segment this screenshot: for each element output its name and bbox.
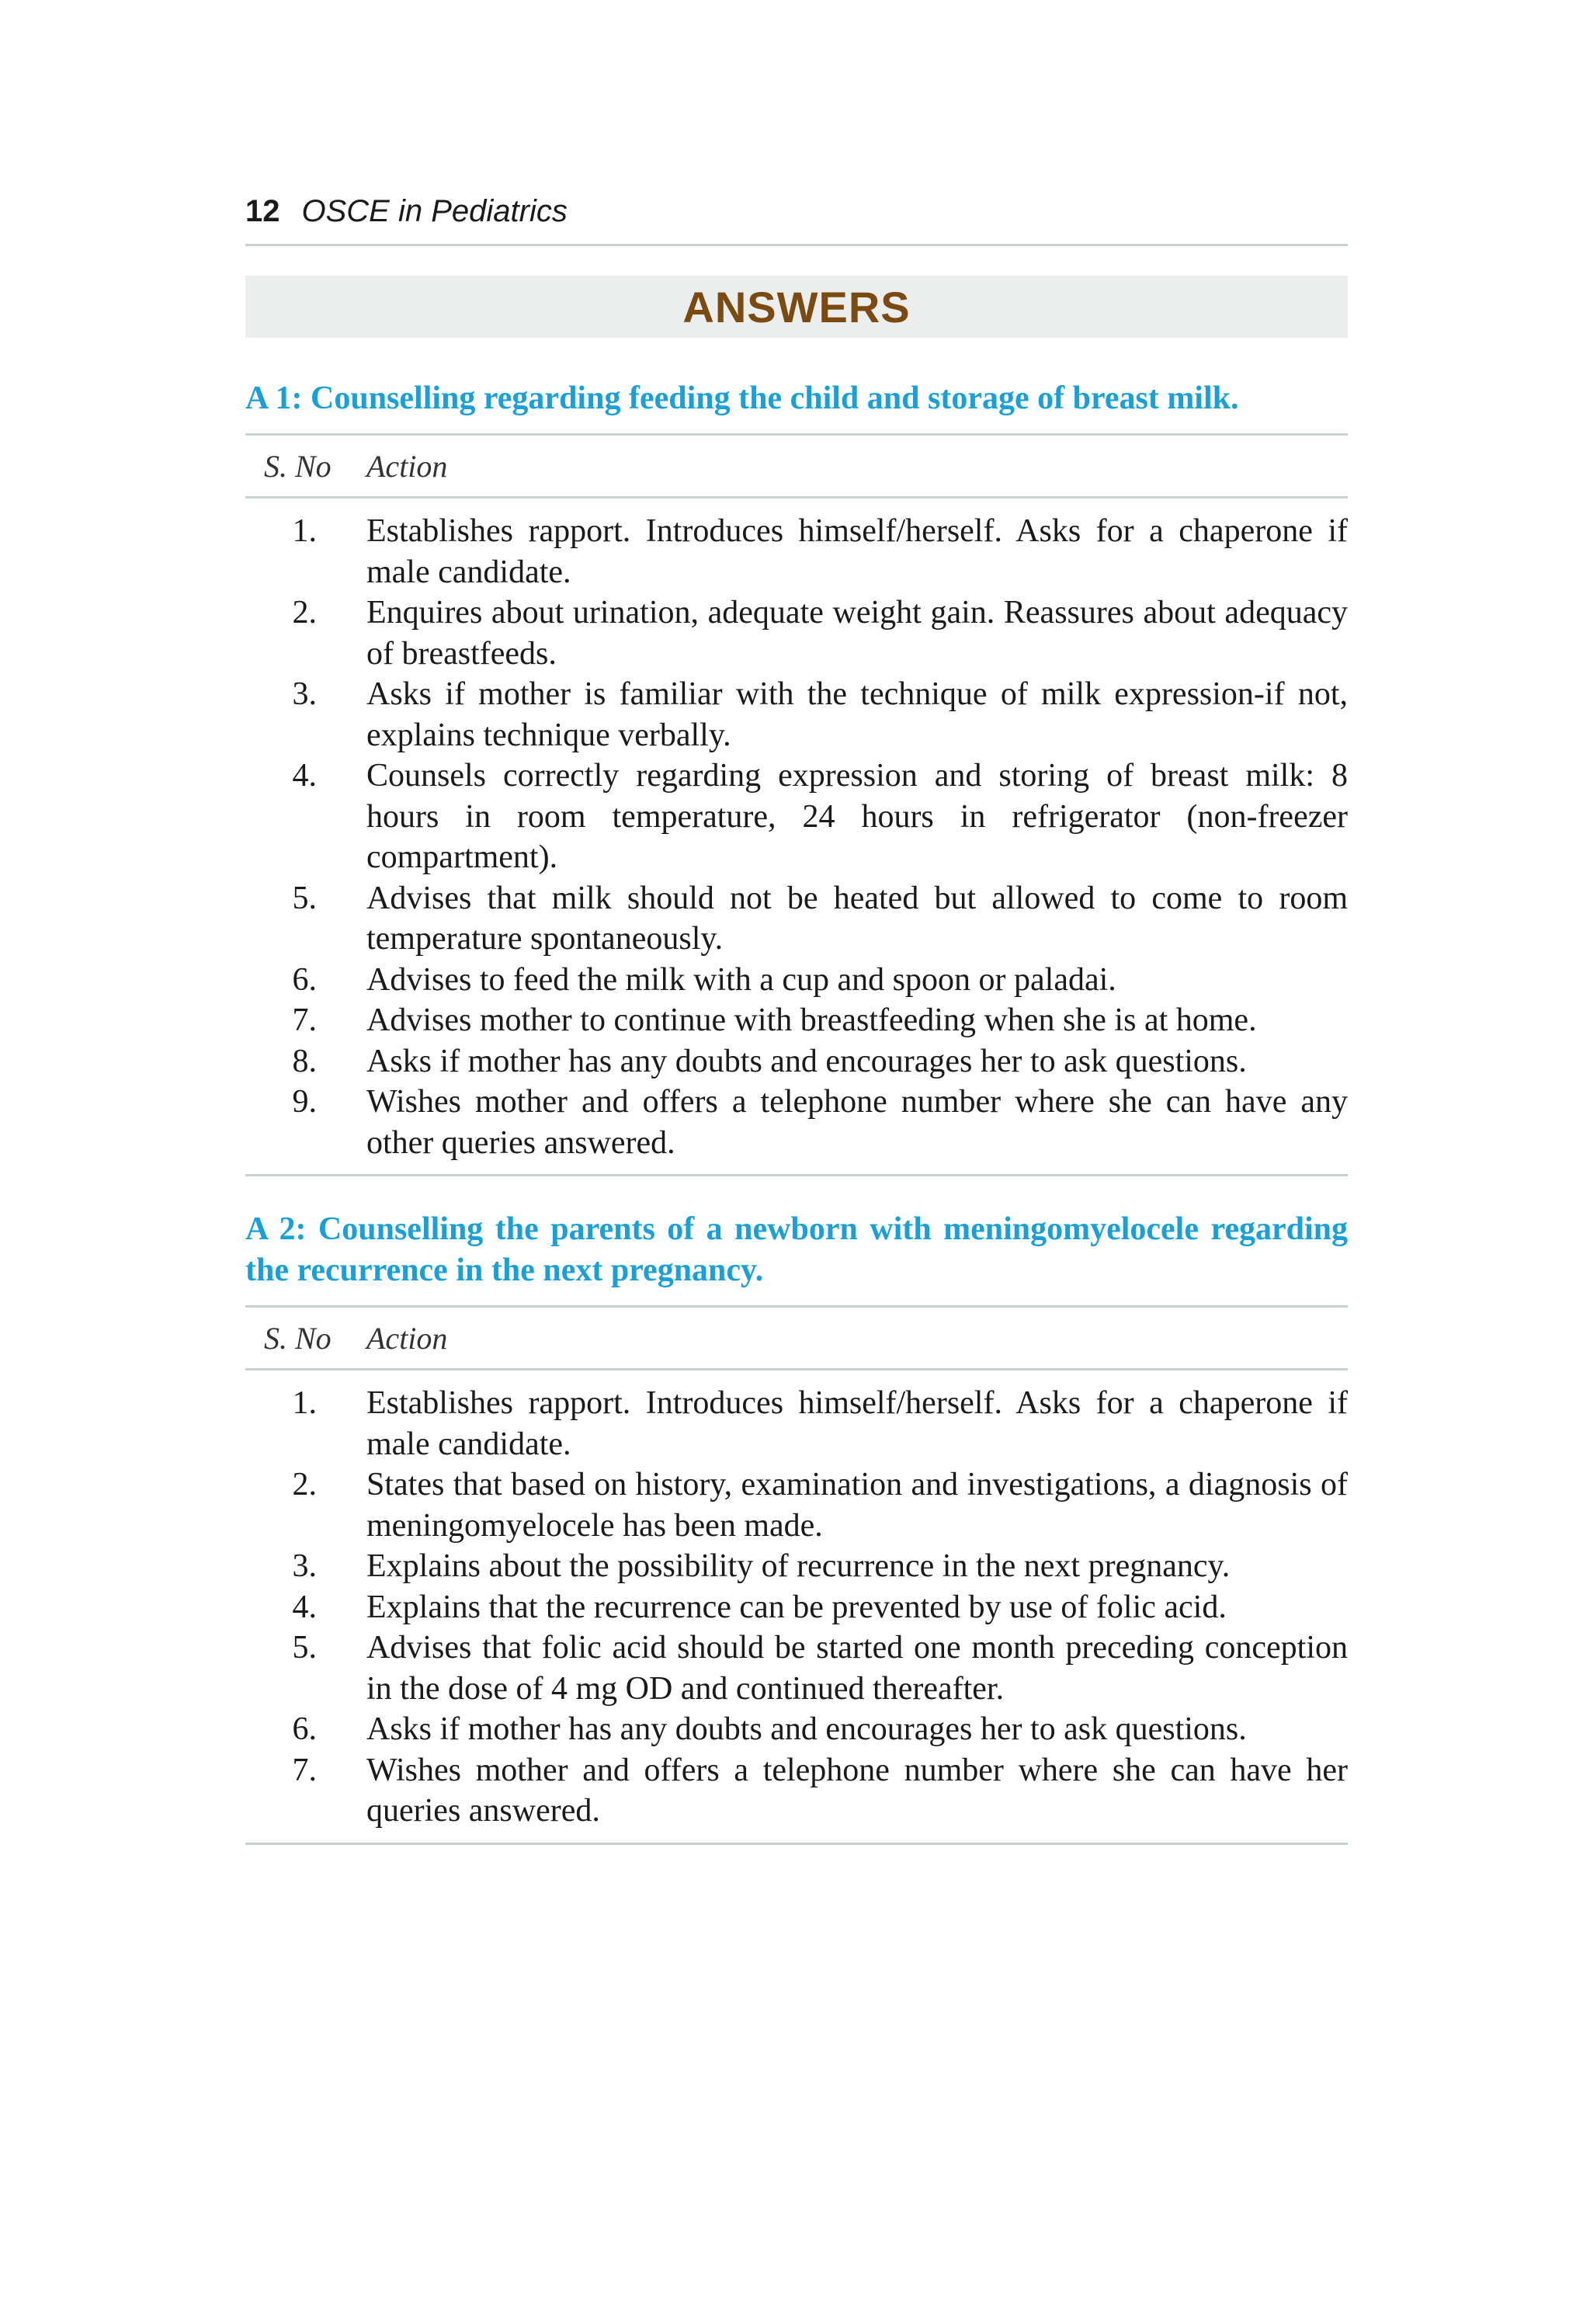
list-item xyxy=(245,1709,1348,1750)
item-number: 3. xyxy=(292,676,317,712)
list-item xyxy=(245,511,1348,592)
item-number: 9. xyxy=(292,1084,317,1120)
answers-heading: ANSWERS xyxy=(682,282,911,332)
section-title-a2: A 2: Counselling the parents of a newborn with meningomyelocele regarding the recurrence in the next pregnancy. xyxy=(245,1211,1348,1288)
table-header xyxy=(245,1308,1348,1368)
page xyxy=(245,194,1348,1845)
checklist-a1 xyxy=(245,498,1348,1174)
item-action-text: Establishes rapport. Introduces himself/herself. Asks for a chaperone if male candidate. xyxy=(366,513,1348,590)
item-action-text: States that based on history, examination and investigations, a diagnosis of meningomyelocele has been made. xyxy=(366,1467,1348,1544)
list-item xyxy=(245,756,1348,878)
section-title-a1: A 1: Counselling regarding feeding the child and storage of breast milk. xyxy=(245,380,1239,416)
item-action-text: Advises that milk should not be heated but allowed to come to room temperature spontaneously. xyxy=(366,880,1348,957)
list-item xyxy=(245,878,1348,960)
item-number: 3. xyxy=(292,1548,317,1584)
item-action-text: Asks if mother has any doubts and encourages her to ask questions. xyxy=(366,1043,1247,1079)
table-bottom-rule xyxy=(245,1843,1348,1845)
item-action-text: Explains that the recurrence can be prevented by use of folic acid. xyxy=(366,1589,1227,1625)
item-number: 4. xyxy=(292,758,317,794)
item-action-text: Asks if mother has any doubts and encourages her to ask questions. xyxy=(366,1711,1247,1747)
book-title: OSCE in Pediatrics xyxy=(301,194,568,228)
item-number: 7. xyxy=(292,1002,317,1038)
item-action-text: Advises that folic acid should be started one month preceding conception in the dose of 4 mg OD and continued thereafter. xyxy=(366,1630,1348,1707)
item-action-text: Advises mother to continue with breastfeeding when she is at home. xyxy=(366,1002,1257,1038)
item-number: 8. xyxy=(292,1043,317,1079)
list-item xyxy=(245,1464,1348,1546)
table-bottom-rule xyxy=(245,1174,1348,1176)
item-number: 6. xyxy=(292,961,317,998)
item-number: 5. xyxy=(292,1630,317,1666)
item-number: 4. xyxy=(292,1589,317,1625)
answers-banner xyxy=(245,276,1348,338)
page-number: 12 xyxy=(245,194,280,228)
list-item xyxy=(245,1082,1348,1163)
item-action-text: Enquires about urination, adequate weight gain. Reassures about adequacy of breastfeeds. xyxy=(366,595,1348,672)
list-item xyxy=(245,1546,1348,1587)
list-item xyxy=(245,1627,1348,1709)
item-action-text: Counsels correctly regarding expression and storing of breast milk: 8 hours in room temperature, 24 hours in refrigerator (non-freezer compartment). xyxy=(366,758,1348,875)
item-action-text: Asks if mother is familiar with the technique of milk expression-if not, explains technique verbally. xyxy=(366,676,1348,753)
checklist-a2 xyxy=(245,1370,1348,1843)
list-item xyxy=(245,960,1348,1001)
item-number: 7. xyxy=(292,1752,317,1788)
item-action-text: Wishes mother and offers a telephone number where she can have any other queries answered. xyxy=(366,1084,1348,1161)
list-item xyxy=(245,1000,1348,1041)
item-action-text: Advises to feed the milk with a cup and spoon or paladai. xyxy=(366,961,1116,998)
table-header xyxy=(245,436,1348,496)
item-number: 5. xyxy=(292,880,317,916)
list-item xyxy=(245,674,1348,756)
item-number: 6. xyxy=(292,1711,317,1747)
item-action-text: Establishes rapport. Introduces himself/herself. Asks for a chaperone if male candidate. xyxy=(366,1385,1348,1462)
running-head xyxy=(245,194,1348,246)
col-header-action: Action xyxy=(366,448,448,484)
list-item xyxy=(245,1750,1348,1832)
item-action-text: Explains about the possibility of recurrence in the next pregnancy. xyxy=(366,1548,1231,1584)
item-action-text: Wishes mother and offers a telephone number where she can have her queries answered. xyxy=(366,1752,1348,1829)
list-item xyxy=(245,592,1348,674)
item-number: 1. xyxy=(292,513,317,549)
item-number: 2. xyxy=(292,1467,317,1502)
item-number: 2. xyxy=(292,595,317,631)
col-header-action: Action xyxy=(366,1320,448,1356)
item-number: 1. xyxy=(292,1385,317,1421)
col-header-sno: S. No xyxy=(264,448,332,484)
col-header-sno: S. No xyxy=(264,1320,332,1356)
list-item xyxy=(245,1041,1348,1082)
list-item xyxy=(245,1587,1348,1628)
list-item xyxy=(245,1383,1348,1464)
